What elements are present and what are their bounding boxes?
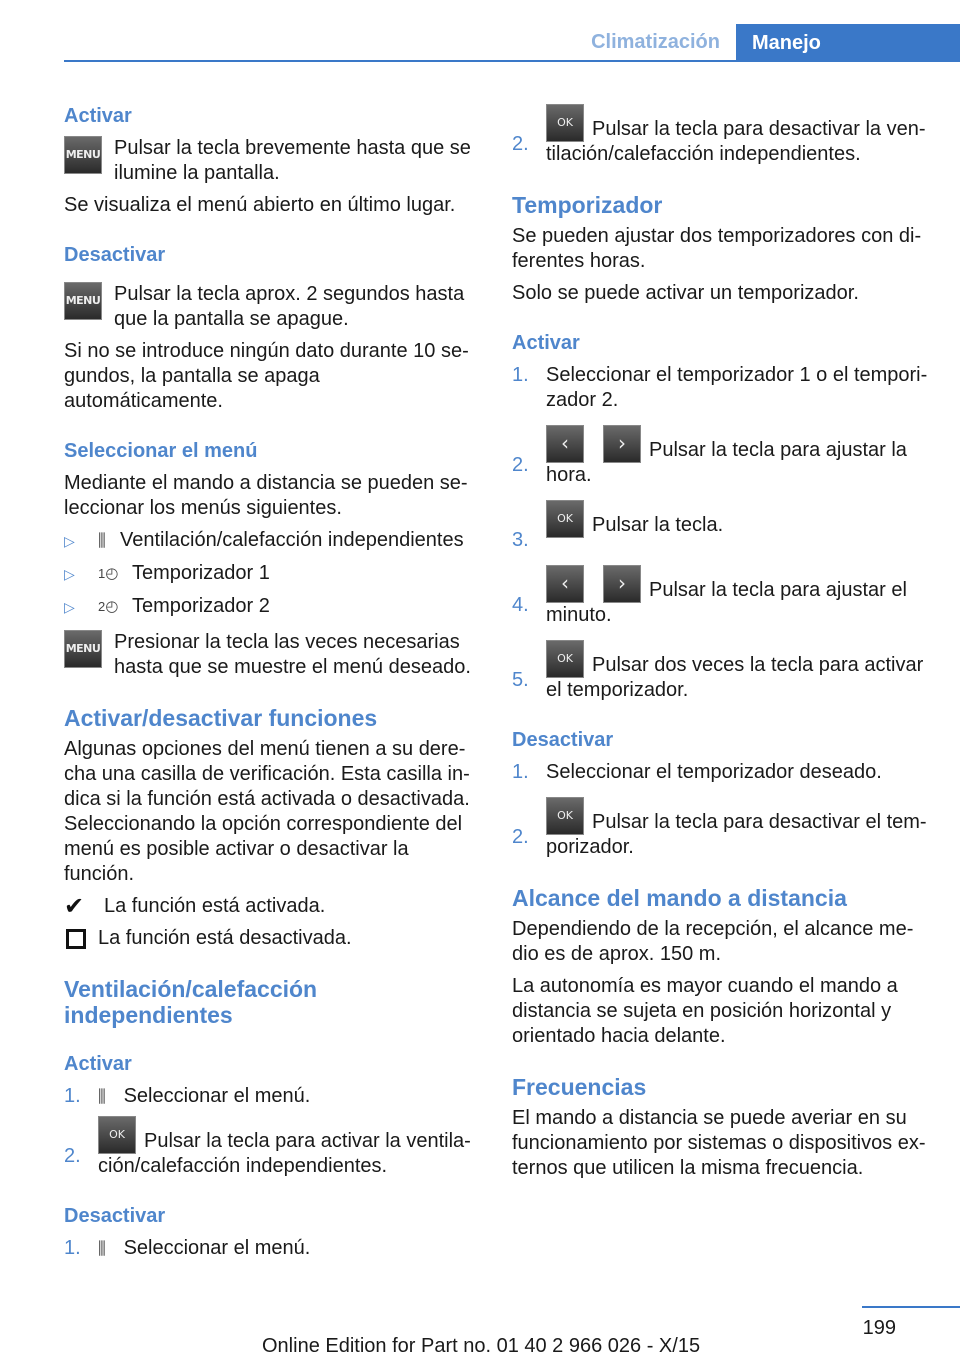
timer-icon: 2◴ [98, 598, 119, 615]
alcance-p2: La autonomía es mayor cuando el mando a distancia se sujeta en posición horizontal y orientado hacia delante. [512, 975, 898, 1047]
chapter-tab: Manejo [736, 24, 960, 62]
menu-key-icon: MENU [64, 282, 102, 320]
checked-text: La función está activada. [104, 895, 326, 917]
timer-icon: 1◴ [98, 565, 119, 582]
frecuencias-heading: Frecuencias [512, 1074, 647, 1100]
ventilacion-heading: Ventilación/calefacción independientes [64, 976, 318, 1028]
temp-activar-heading: Activar [512, 332, 580, 354]
right-column [512, 104, 932, 1188]
menu-key-icon: MENU [64, 630, 102, 668]
left-column [64, 104, 480, 1268]
alcance-p1: Dependiendo de la recepción, el alcance me‐dio es de aprox. 150 m. [512, 918, 914, 965]
activar-note: Se visualiza el menú abierto en último lugar. [64, 194, 456, 216]
arrow-left-key-icon: ‹ [546, 565, 584, 603]
list-item-label: Temporizador 2 [132, 595, 270, 617]
triangle-bullet-icon: ▷ [64, 566, 75, 582]
temporizador-p2: Solo se puede activar un temporizador. [512, 282, 859, 304]
footer-edition: Online Edition for Part no. 01 40 2 966 026 - X/15 [262, 1335, 701, 1357]
frecuencias-p1: El mando a distancia se puede averiar en su funcionamiento por sistemas o dispositivos ex‐ternos que utilicen la misma frecuencia. [512, 1107, 926, 1179]
fan-icon: ⫼ [98, 531, 106, 550]
ok-key-icon: OK [546, 797, 584, 835]
unchecked-row [64, 926, 480, 951]
list-item [64, 594, 480, 620]
activar-text: Pulsar la tecla brevemente hasta que se ilumine la pantalla. [114, 137, 471, 184]
list-item: 2. ‹ › Pulsar la tecla para ajustar la hora. [512, 425, 932, 488]
list-item: 4. ‹ › Pulsar la tecla para ajustar el minuto. [512, 565, 932, 628]
list-item: 5. OK Pulsar dos veces la tecla para activar el temporizador. [512, 640, 932, 703]
desactivar-heading: Desactivar [64, 244, 166, 266]
triangle-bullet-icon: ▷ [64, 599, 75, 615]
list-item: 1. Seleccionar el temporizador deseado. [512, 761, 882, 783]
list-item [64, 528, 480, 554]
list-item: 2. OK Pulsar la tecla para desactivar la ven‐ tilación/calefacción independientes. [512, 104, 932, 167]
seleccionar-key-text: Presionar la tecla las veces necesarias hasta que se muestre el menú deseado. [114, 631, 471, 678]
list-item: 1. ⫼ Seleccionar el menú. [64, 1237, 311, 1259]
list-item: 2. OK Pulsar la tecla para desactivar el tem‐ porizador. [512, 797, 932, 860]
list-item: 1. Seleccionar el temporizador 1 o el tempori‐zador 2. [512, 364, 928, 411]
checked-row [64, 894, 480, 919]
temporizador-p1: Se pueden ajustar dos temporizadores con di‐ferentes horas. [512, 225, 922, 272]
menu-key-icon: MENU [64, 136, 102, 174]
footer-rule [862, 1306, 960, 1308]
seleccionar-heading: Seleccionar el menú [64, 440, 258, 462]
fan-icon: ⫼ [98, 1087, 106, 1106]
temporizador-heading: Temporizador [512, 192, 663, 218]
ok-key-icon: OK [546, 104, 584, 142]
funciones-heading: Activar/desactivar funciones [64, 705, 378, 731]
desactivar-key-row [64, 282, 480, 332]
vent-activar-steps [64, 1084, 480, 1179]
list-item-label: Ventilación/calefacción independientes [120, 529, 464, 551]
unchecked-text: La función está desactivada. [98, 927, 352, 949]
vent-desactivar-steps [64, 1236, 480, 1261]
page-number: 199 [862, 1317, 896, 1339]
triangle-bullet-icon: ▷ [64, 533, 75, 549]
ok-key-icon: OK [546, 640, 584, 678]
temp-desactivar-heading: Desactivar [512, 729, 614, 751]
arrow-right-key-icon: › [603, 425, 641, 463]
list-item [64, 561, 480, 587]
arrow-left-key-icon: ‹ [546, 425, 584, 463]
checkmark-icon: ✔ [64, 893, 85, 920]
ok-key-icon: OK [98, 1116, 136, 1154]
activar-heading: Activar [64, 105, 132, 127]
desactivar-text: Pulsar la tecla aprox. 2 segundos hasta que la pantalla se apague. [114, 283, 465, 330]
temp-activar-steps [512, 363, 932, 703]
arrow-right-key-icon: › [603, 565, 641, 603]
vent-desactivar-continued [512, 104, 932, 167]
fan-icon: ⫼ [98, 1239, 106, 1258]
list-item: 1. ⫼ Seleccionar el menú. [64, 1085, 311, 1107]
desactivar-note: Si no se introduce ningún dato durante 10 se‐gundos, la pantalla se apaga automáticamente. [64, 340, 469, 412]
section-tab: Climatización [591, 31, 720, 53]
header-rule [64, 60, 960, 62]
temp-desactivar-steps [512, 760, 932, 860]
list-item-label: Temporizador 1 [132, 562, 270, 584]
activar-key-row [64, 136, 480, 186]
vent-desactivar-heading: Desactivar [64, 1205, 166, 1227]
vent-activar-heading: Activar [64, 1053, 132, 1075]
list-item: 2. OK Pulsar la tecla para activar la ventila‐ ción/calefacción independientes. [64, 1116, 480, 1179]
ok-key-icon: OK [546, 500, 584, 538]
alcance-heading: Alcance del mando a distancia [512, 885, 847, 911]
funciones-text: Algunas opciones del menú tienen a su dere‐cha una casilla de verificación. Esta casilla in‐dica si la función está activada o desactivada. Seleccionando la opción correspondiente del menú es posible activar o desactivar la función. [64, 738, 470, 885]
list-item: 3. OK Pulsar la tecla. [512, 500, 932, 553]
page-header [64, 24, 960, 62]
seleccionar-key-row [64, 630, 480, 680]
seleccionar-intro: Mediante el mando a distancia se pueden se‐leccionar los menús siguientes. [64, 472, 468, 519]
checkbox-empty-icon [66, 929, 86, 949]
